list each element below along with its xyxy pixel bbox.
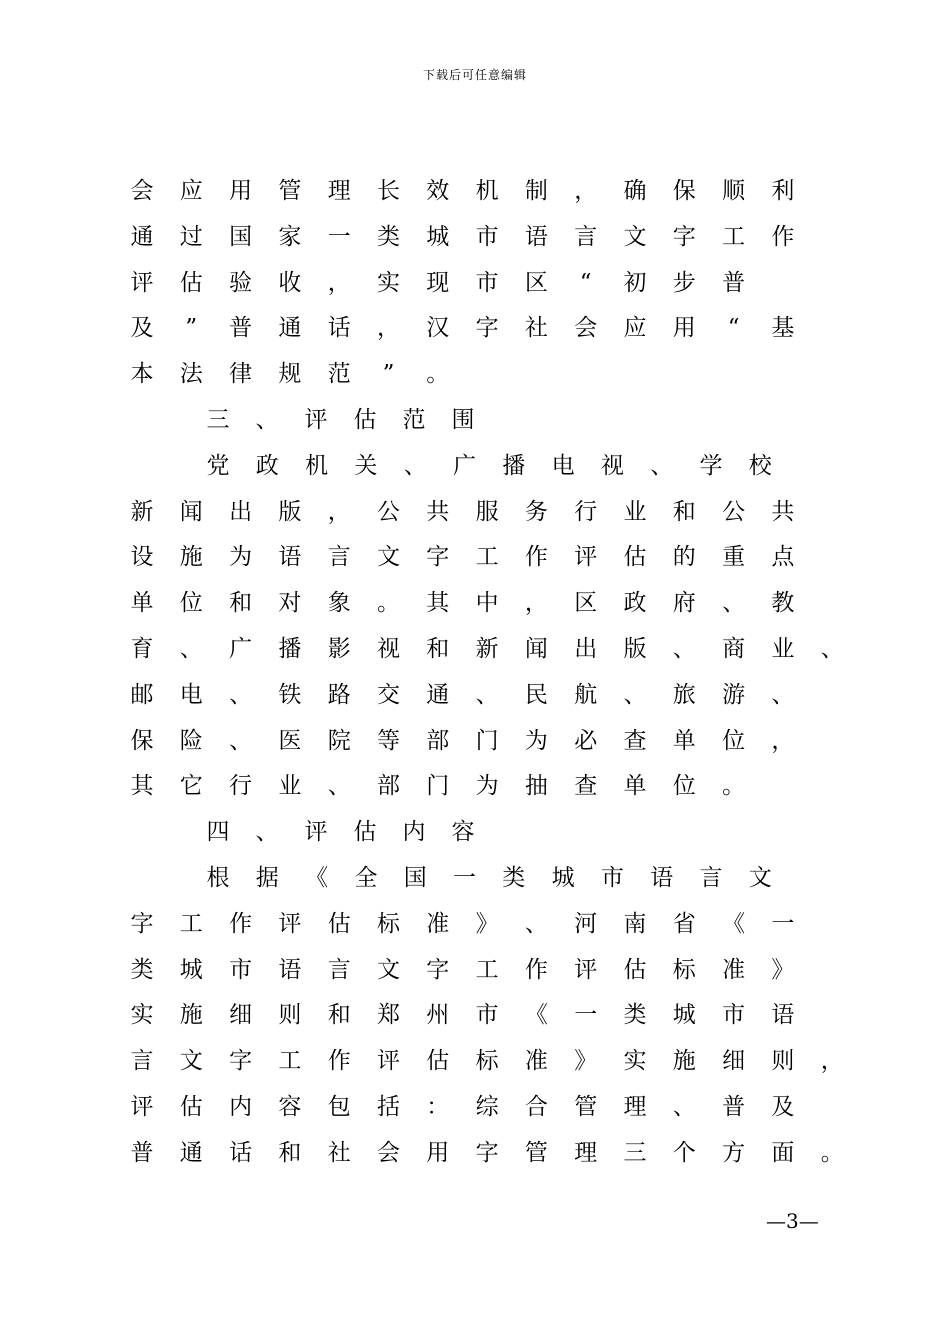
page-header: 下载后可任意编辑 [422,68,527,82]
page-number: —3— [766,1209,819,1233]
